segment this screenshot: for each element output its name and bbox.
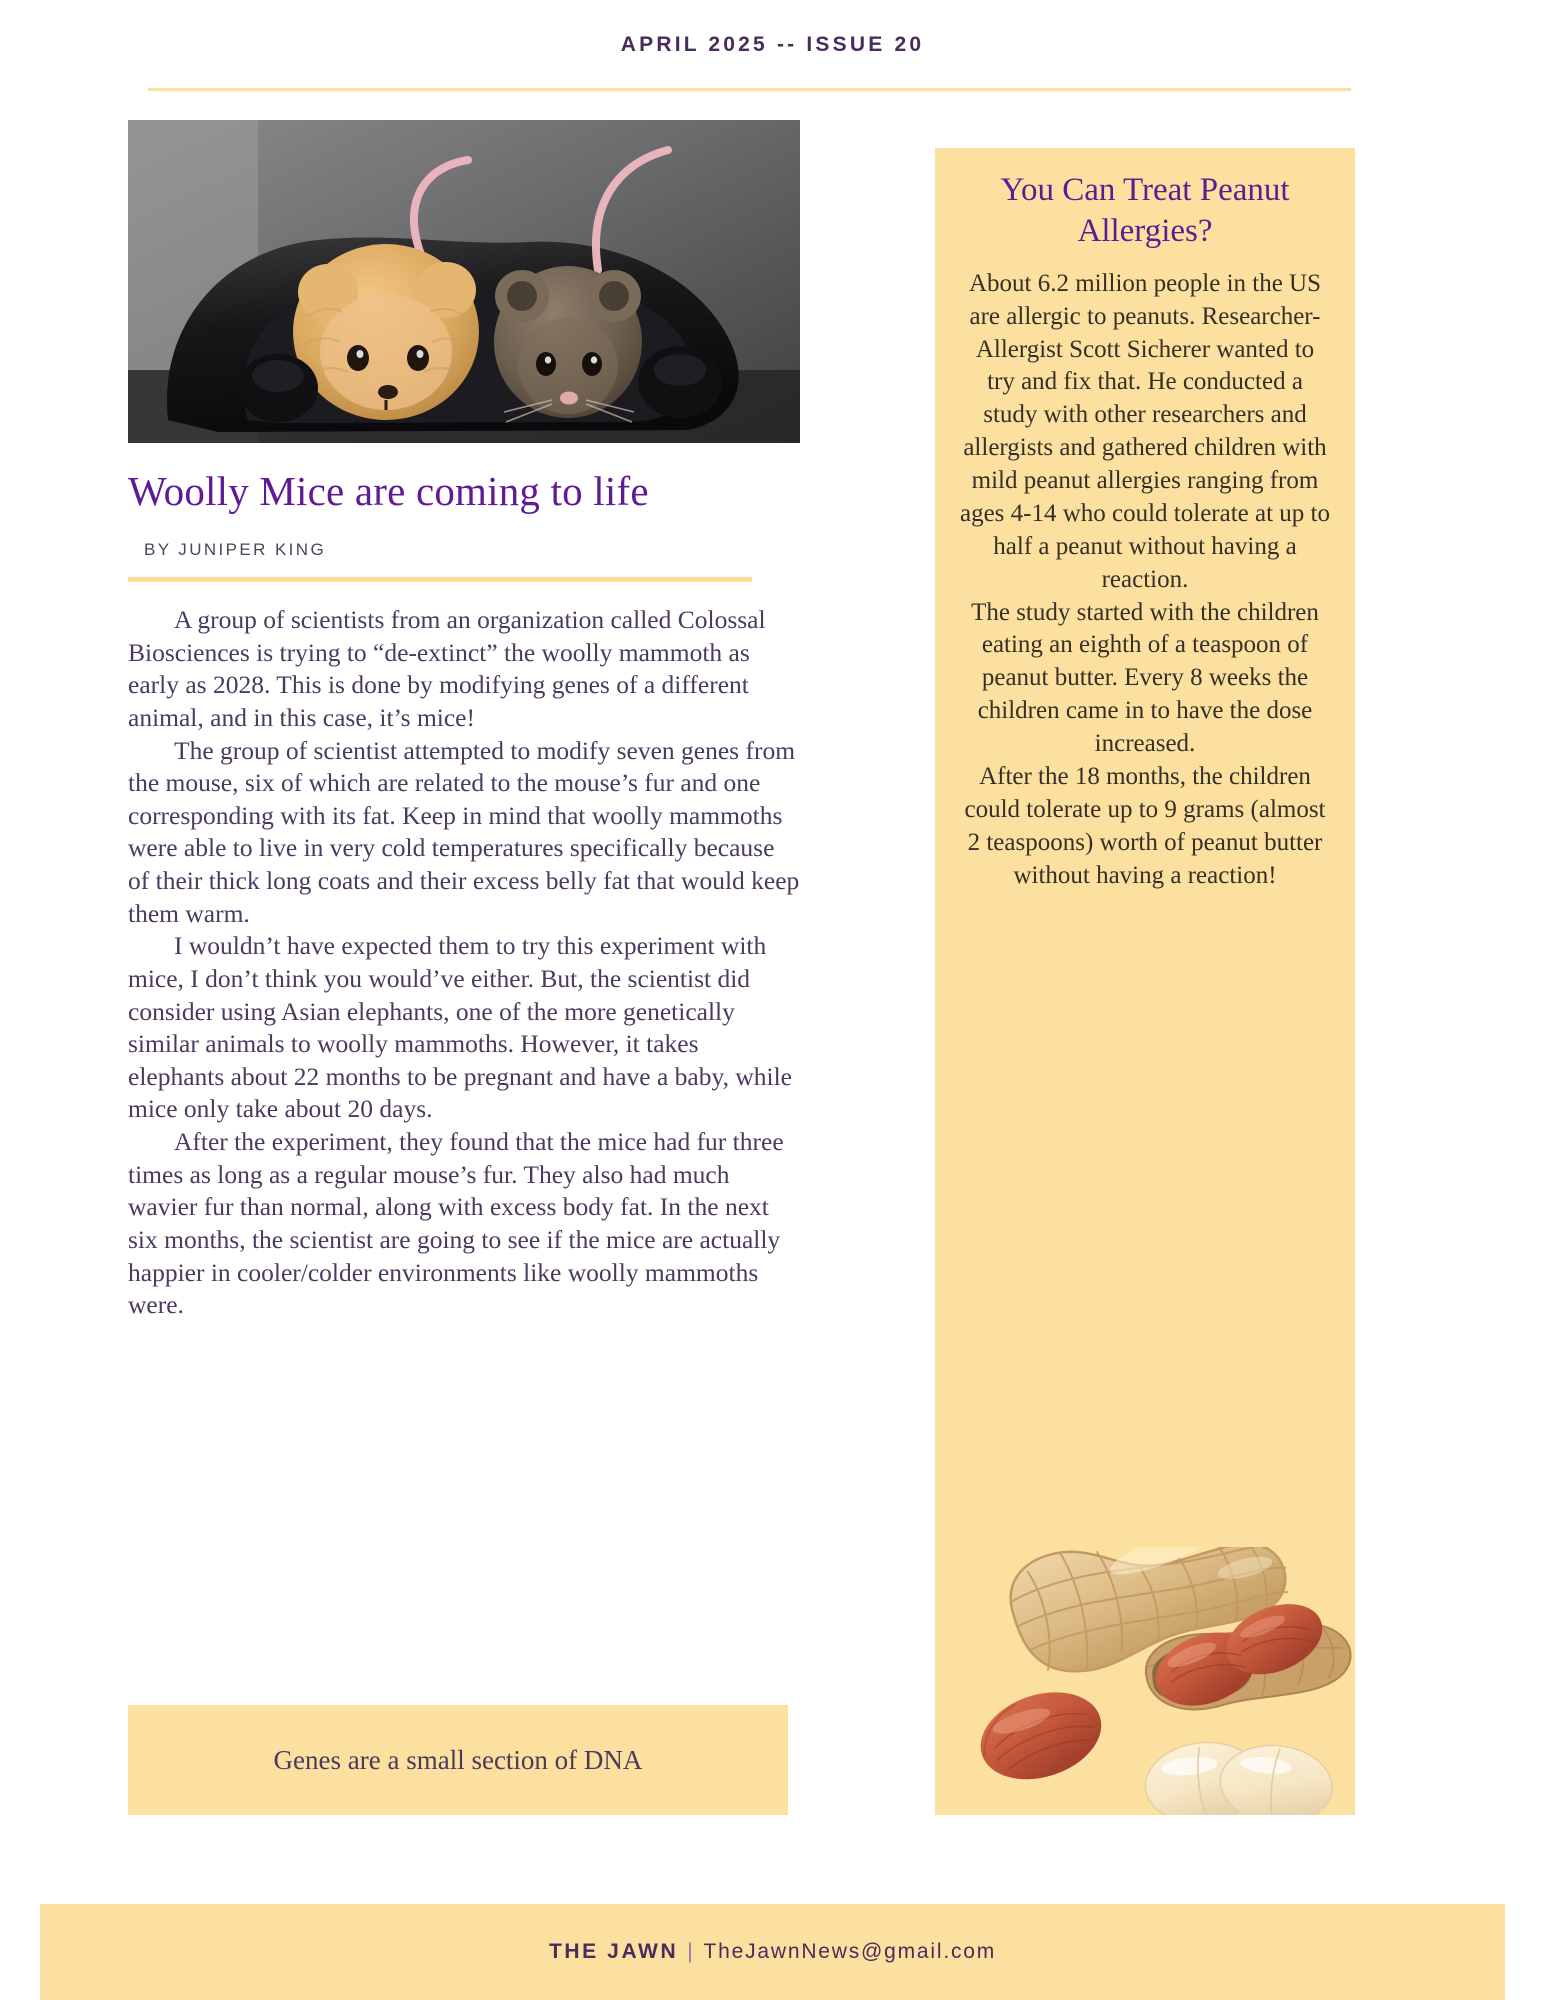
article-headline: Woolly Mice are coming to life bbox=[128, 468, 649, 514]
byline-divider-rule bbox=[128, 577, 752, 582]
peanut-illustration bbox=[935, 1547, 1355, 1815]
masthead-divider-rule bbox=[148, 88, 1351, 91]
sidebar-body bbox=[935, 268, 1355, 893]
callout-text: Genes are a small section of DNA bbox=[273, 1744, 643, 1775]
issue-line: APRIL 2025 -- ISSUE 20 bbox=[620, 33, 925, 56]
footer-separator: | bbox=[687, 1940, 695, 1963]
sidebar-peanut-allergy-article bbox=[935, 148, 1355, 1815]
sidebar-paragraph: About 6.2 million people in the US are allergic to peanuts. Researcher-Allergist Scott Sicherer wanted to try and fix that. He conducted a study with other researchers and allergists and gathered children with mild peanut allergies ranging from ages 4-14 who could tolerate at up to half a peanut without having a reaction. bbox=[959, 269, 1331, 593]
article-byline: BY JUNIPER KING bbox=[144, 540, 327, 560]
hero-image-mice-in-gloved-hands bbox=[128, 120, 800, 443]
sidebar-headline: You Can Treat Peanut Allergies? bbox=[1000, 172, 1290, 249]
main-article-column bbox=[128, 120, 800, 1322]
article-body bbox=[128, 604, 800, 1322]
masthead bbox=[0, 0, 1545, 90]
footer-text bbox=[549, 1940, 996, 1964]
footer-brand: THE JAWN bbox=[548, 1940, 679, 1963]
article-paragraph: I wouldn’t have expected them to try this experiment with mice, I don’t think you would’ve either. But, the scientist did consider using Asian elephants, one of the more genetically similar animals to woolly mammoths. However, it takes elephants about 22 months to be pregnant and have a baby, while mice only take about 20 days. bbox=[128, 931, 792, 1124]
sidebar-paragraph: The study started with the children eating an eighth of a teaspoon of peanut butter. Every 8 weeks the children came in to have the dose increased. bbox=[971, 598, 1319, 758]
peanut-icon bbox=[935, 1547, 1355, 1815]
sidebar-paragraph: After the 18 months, the children could tolerate up to 9 grams (almost 2 teaspoons) worth of peanut butter without having a reaction! bbox=[964, 762, 1326, 889]
article-paragraph: A group of scientists from an organization called Colossal Biosciences is trying to “de-extinct” the woolly mammoth as early as 2028. This is done by modifying genes of a different animal, and in this case, it’s mice! bbox=[128, 605, 766, 732]
hero-illustration bbox=[128, 120, 800, 443]
callout-box bbox=[128, 1705, 788, 1815]
article-paragraph: After the experiment, they found that the mice had fur three times as long as a regular mouse’s fur. They also had much wavier fur than normal, along with excess body fat. In the next six months, the scientist are going to see if the mice are actually happier in cooler/colder environments like woolly mammoths were. bbox=[128, 1127, 784, 1320]
footer-email: TheJawnNews@gmail.com bbox=[703, 1940, 997, 1963]
article-paragraph: The group of scientist attempted to modify seven genes from the mouse, six of which are related to the mouse’s fur and one corresponding with its fat. Keep in mind that woolly mammoths were able to live in very cold temperatures specifically because of their thick long coats and their excess belly fat that would keep them warm. bbox=[128, 735, 800, 928]
footer-bar bbox=[40, 1904, 1505, 2000]
